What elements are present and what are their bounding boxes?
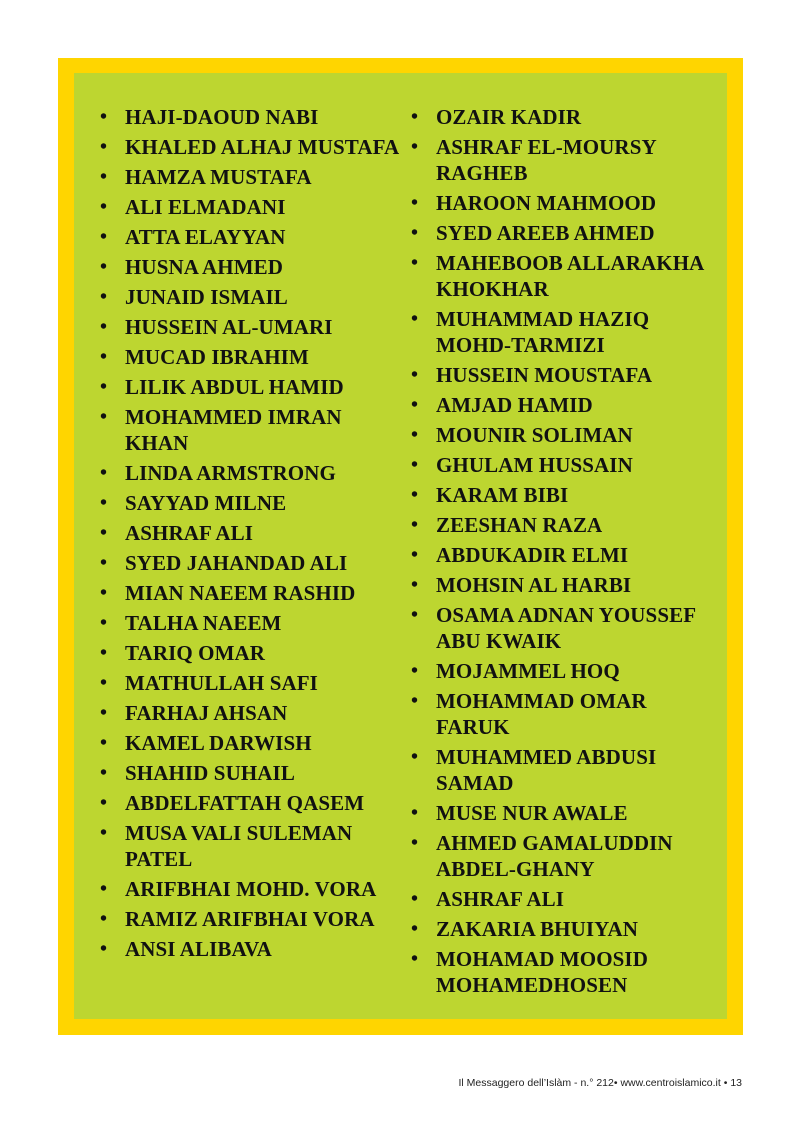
bullet-icon: •	[100, 732, 108, 754]
name-text: LINDA ARMSTRONG	[125, 461, 336, 485]
name-text: KARAM BIBI	[436, 483, 569, 507]
bullet-icon: •	[411, 690, 419, 712]
list-item	[100, 314, 400, 340]
bullet-icon: •	[100, 492, 108, 514]
list-item	[411, 800, 721, 826]
names-list-right	[411, 104, 721, 1002]
name-text: MOHAMMED IMRAN KHAN	[125, 405, 342, 455]
list-item	[411, 422, 721, 448]
name-text: TALHA NAEEM	[125, 611, 282, 635]
page-footer: Il Messaggero dell’Islàm - n.° 212• www.centroislamico.it • 13	[458, 1077, 742, 1089]
name-text: KHALED ALHAJ MUSTAFA	[125, 135, 400, 159]
list-item	[100, 936, 400, 962]
name-text: SAYYAD MILNE	[125, 491, 287, 515]
list-item	[100, 194, 400, 220]
list-item	[100, 224, 400, 250]
list-item	[100, 134, 400, 160]
bullet-icon: •	[100, 938, 108, 960]
list-item	[100, 104, 400, 130]
name-text: KAMEL DARWISH	[125, 731, 312, 755]
list-item	[411, 916, 721, 942]
bullet-icon: •	[100, 582, 108, 604]
name-text: HUSSEIN MOUSTAFA	[436, 363, 653, 387]
name-text: HAJI-DAOUD NABI	[125, 105, 319, 129]
bullet-icon: •	[411, 832, 419, 854]
list-item	[411, 886, 721, 912]
name-text: ATTA ELAYYAN	[125, 225, 286, 249]
list-item	[411, 392, 721, 418]
name-text: TARIQ OMAR	[125, 641, 266, 665]
bullet-icon: •	[411, 948, 419, 970]
bullet-icon: •	[100, 346, 108, 368]
name-text: HUSSEIN AL-UMARI	[125, 315, 333, 339]
bullet-icon: •	[100, 878, 108, 900]
bullet-icon: •	[100, 406, 108, 428]
list-item	[100, 550, 400, 576]
bullet-icon: •	[411, 484, 419, 506]
bullet-icon: •	[100, 642, 108, 664]
bullet-icon: •	[100, 522, 108, 544]
name-text: MUHAMMED ABDUSI SAMAD	[436, 745, 657, 795]
list-item	[100, 820, 400, 872]
list-item	[411, 512, 721, 538]
list-item	[411, 452, 721, 478]
names-list-left	[100, 104, 400, 966]
bullet-icon: •	[411, 918, 419, 940]
name-text: RAMIZ ARIFBHAI VORA	[125, 907, 375, 931]
name-text: ANSI ALIBAVA	[125, 937, 272, 961]
bullet-icon: •	[411, 514, 419, 536]
name-text: ZEESHAN RAZA	[436, 513, 603, 537]
list-item	[100, 520, 400, 546]
bullet-icon: •	[411, 660, 419, 682]
name-text: MOJAMMEL HOQ	[436, 659, 620, 683]
list-item	[100, 344, 400, 370]
bullet-icon: •	[100, 552, 108, 574]
name-text: HAMZA MUSTAFA	[125, 165, 312, 189]
bullet-icon: •	[411, 802, 419, 824]
bullet-icon: •	[411, 574, 419, 596]
name-text: FARHAJ AHSAN	[125, 701, 288, 725]
list-item	[100, 640, 400, 666]
name-text: ALI ELMADANI	[125, 195, 286, 219]
list-item	[411, 830, 721, 882]
name-text: OSAMA ADNAN YOUSSEF ABU KWAIK	[436, 603, 696, 653]
name-text: SHAHID SUHAIL	[125, 761, 295, 785]
name-text: AHMED GAMALUDDIN ABDEL-GHANY	[436, 831, 673, 881]
name-text: HAROON MAHMOOD	[436, 191, 657, 215]
bullet-icon: •	[100, 376, 108, 398]
bullet-icon: •	[411, 888, 419, 910]
list-item	[411, 482, 721, 508]
list-item	[411, 602, 721, 654]
list-item	[100, 404, 400, 456]
list-item	[100, 374, 400, 400]
bullet-icon: •	[100, 792, 108, 814]
list-item	[100, 284, 400, 310]
bullet-icon: •	[411, 746, 419, 768]
bullet-icon: •	[411, 308, 419, 330]
list-item	[411, 542, 721, 568]
list-item	[100, 670, 400, 696]
list-item	[411, 362, 721, 388]
bullet-icon: •	[100, 908, 108, 930]
bullet-icon: •	[100, 316, 108, 338]
list-item	[411, 946, 721, 998]
name-text: GHULAM HUSSAIN	[436, 453, 633, 477]
list-item	[100, 610, 400, 636]
name-text: ABDELFATTAH QASEM	[125, 791, 365, 815]
name-text: MOHAMMAD OMAR FARUK	[436, 689, 647, 739]
name-text: ASHRAF ALI	[436, 887, 564, 911]
list-item	[411, 572, 721, 598]
list-item	[411, 104, 721, 130]
bullet-icon: •	[411, 222, 419, 244]
name-text: AMJAD HAMID	[436, 393, 593, 417]
bullet-icon: •	[100, 702, 108, 724]
bullet-icon: •	[411, 192, 419, 214]
bullet-icon: •	[411, 424, 419, 446]
bullet-icon: •	[100, 226, 108, 248]
list-item	[100, 700, 400, 726]
list-item	[411, 134, 721, 186]
bullet-icon: •	[100, 196, 108, 218]
list-item	[100, 790, 400, 816]
name-text: MUHAMMAD HAZIQ MOHD-TARMIZI	[436, 307, 650, 357]
list-item	[100, 876, 400, 902]
bullet-icon: •	[411, 136, 419, 158]
name-text: MUSE NUR AWALE	[436, 801, 628, 825]
name-text: MAHEBOOB ALLARAKHA KHOKHAR	[436, 251, 704, 301]
list-item	[411, 220, 721, 246]
bullet-icon: •	[411, 364, 419, 386]
name-text: ZAKARIA BHUIYAN	[436, 917, 639, 941]
list-item	[411, 744, 721, 796]
list-item	[411, 250, 721, 302]
name-text: ARIFBHAI MOHD. VORA	[125, 877, 377, 901]
name-text: ABDUKADIR ELMI	[436, 543, 629, 567]
list-item	[100, 580, 400, 606]
bullet-icon: •	[411, 106, 419, 128]
name-text: OZAIR KADIR	[436, 105, 582, 129]
bullet-icon: •	[100, 672, 108, 694]
name-text: MUSA VALI SULEMAN PATEL	[125, 821, 353, 871]
list-item	[100, 760, 400, 786]
bullet-icon: •	[100, 612, 108, 634]
bullet-icon: •	[100, 762, 108, 784]
name-text: SYED JAHANDAD ALI	[125, 551, 348, 575]
name-text: MOUNIR SOLIMAN	[436, 423, 633, 447]
list-item	[411, 658, 721, 684]
name-text: MUCAD IBRAHIM	[125, 345, 309, 369]
name-text: MOHSIN AL HARBI	[436, 573, 632, 597]
bullet-icon: •	[100, 136, 108, 158]
bullet-icon: •	[100, 286, 108, 308]
bullet-icon: •	[411, 544, 419, 566]
name-text: MATHULLAH SAFI	[125, 671, 318, 695]
name-text: SYED AREEB AHMED	[436, 221, 655, 245]
name-text: ASHRAF EL-MOURSY RAGHEB	[436, 135, 656, 185]
name-text: JUNAID ISMAIL	[125, 285, 288, 309]
bullet-icon: •	[100, 822, 108, 844]
bullet-icon: •	[100, 462, 108, 484]
list-item	[100, 490, 400, 516]
bullet-icon: •	[411, 604, 419, 626]
list-item	[411, 190, 721, 216]
bullet-icon: •	[411, 454, 419, 476]
list-item	[100, 906, 400, 932]
list-item	[411, 688, 721, 740]
bullet-icon: •	[100, 256, 108, 278]
name-text: MOHAMAD MOOSID MOHAMEDHOSEN	[436, 947, 648, 997]
name-text: HUSNA AHMED	[125, 255, 284, 279]
list-item	[411, 306, 721, 358]
name-text: LILIK ABDUL HAMID	[125, 375, 344, 399]
name-text: ASHRAF ALI	[125, 521, 253, 545]
bullet-icon: •	[100, 166, 108, 188]
list-item	[100, 164, 400, 190]
list-item	[100, 730, 400, 756]
list-item	[100, 254, 400, 280]
bullet-icon: •	[411, 394, 419, 416]
bullet-icon: •	[100, 106, 108, 128]
name-text: MIAN NAEEM RASHID	[125, 581, 356, 605]
list-item	[100, 460, 400, 486]
bullet-icon: •	[411, 252, 419, 274]
